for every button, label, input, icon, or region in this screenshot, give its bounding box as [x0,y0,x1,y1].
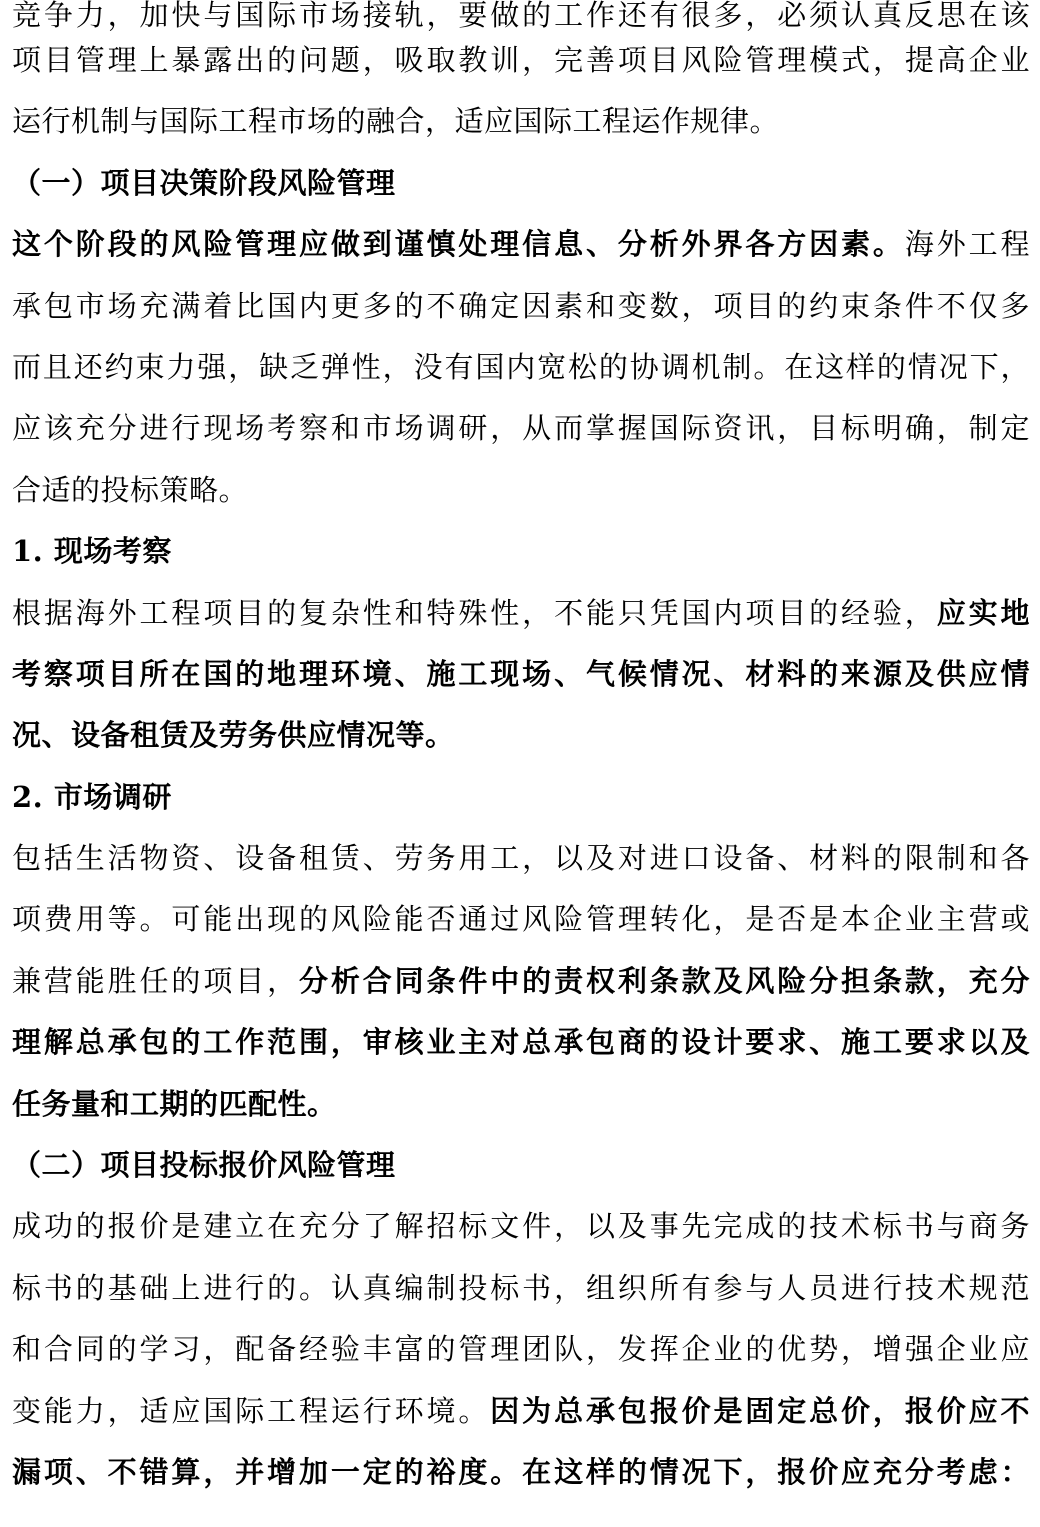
bold-text-run: （一）项目决策阶段风险管理 [12,165,396,200]
bold-text-run: 况、设备租赁及劳务供应情况等。 [12,718,455,753]
bold-text-run: （二）项目投标报价风险管理 [12,1148,396,1183]
text-run: 包括生活物资、设备租赁、劳务用工，以及对进口设备、材料的限制和各 [12,841,1030,876]
text-line [12,1074,1030,1135]
text-line [12,767,1030,828]
text-line [12,1442,1030,1503]
text-run: 运行机制与国际工程市场的融合，适应国际工程运作规律。 [12,104,780,139]
bold-text-run: 1. 现场考察 [12,534,172,569]
text-run: 变能力，适应国际工程运行环境。 [12,1393,491,1428]
text-run: 海外工程 [904,227,1030,262]
text-run: 根据海外工程项目的复杂性和特殊性，不能只凭国内项目的经验， [12,595,937,630]
text-line [12,521,1030,582]
text-line [12,91,1030,152]
text-line [12,1381,1030,1442]
bold-text-run: 因为总承包报价是固定总价，报价应不 [490,1393,1030,1428]
text-line [12,1258,1030,1319]
text-line [12,644,1030,705]
bold-text-run: 考察项目所在国的地理环境、施工现场、气候情况、材料的来源及供应情 [12,656,1030,691]
bold-text-run: 2. 市场调研 [12,779,172,814]
bold-text-run: 应实地 [936,595,1030,630]
text-line [12,337,1030,398]
text-line [12,828,1030,889]
text-line [12,460,1030,521]
text-line [12,153,1030,214]
text-run: 兼营能胜任的项目， [12,963,299,998]
text-line [12,1012,1030,1073]
text-line [12,705,1030,766]
text-run: 成功的报价是建立在充分了解招标文件，以及事先完成的技术标书与商务 [12,1209,1030,1244]
text-line [12,1135,1030,1196]
text-run: 标书的基础上进行的。认真编制投标书，组织所有参与人员进行技术规范 [12,1270,1030,1305]
text-line [12,30,1030,91]
bold-text-run: 任务量和工期的匹配性。 [12,1086,337,1121]
text-line [12,951,1030,1012]
text-line [12,889,1030,950]
text-run: 和合同的学习，配备经验丰富的管理团队，发挥企业的优势，增强企业应 [12,1332,1030,1367]
text-run: 承包市场充满着比国内更多的不确定因素和变数，项目的约束条件不仅多 [12,288,1030,323]
text-line [12,214,1030,275]
text-line [12,276,1030,337]
text-line [12,398,1030,459]
bold-text-run: 漏项、不错算，并增加一定的裕度。在这样的情况下，报价应充分考虑： [12,1454,1030,1489]
text-run: 项费用等。可能出现的风险能否通过风险管理转化，是否是本企业主营或 [12,902,1030,937]
text-line [12,1319,1030,1380]
text-run: 竞争力，加快与国际市场接轨，要做的工作还有很多，必须认真反思在该 [12,0,1030,32]
bold-text-run: 理解总承包的工作范围，审核业主对总承包商的设计要求、施工要求以及 [12,1025,1030,1060]
text-run: 项目管理上暴露出的问题，吸取教训，完善项目风险管理模式，提高企业 [12,43,1030,77]
bold-text-run: 这个阶段的风险管理应做到谨慎处理信息、分析外界各方因素。 [12,227,905,262]
text-run: 应该充分进行现场考察和市场调研，从而掌握国际资讯，目标明确，制定 [12,411,1030,446]
text-run: 合适的投标策略。 [12,472,249,507]
text-run: 而且还约束力强，缺乏弹性，没有国内宽松的协调机制。在这样的情况下， [12,349,1030,384]
text-line [12,0,1030,30]
text-line [12,1196,1030,1257]
text-line [12,583,1030,644]
bold-text-run: 分析合同条件中的责权利条款及风险分担条款，充分 [298,963,1030,998]
